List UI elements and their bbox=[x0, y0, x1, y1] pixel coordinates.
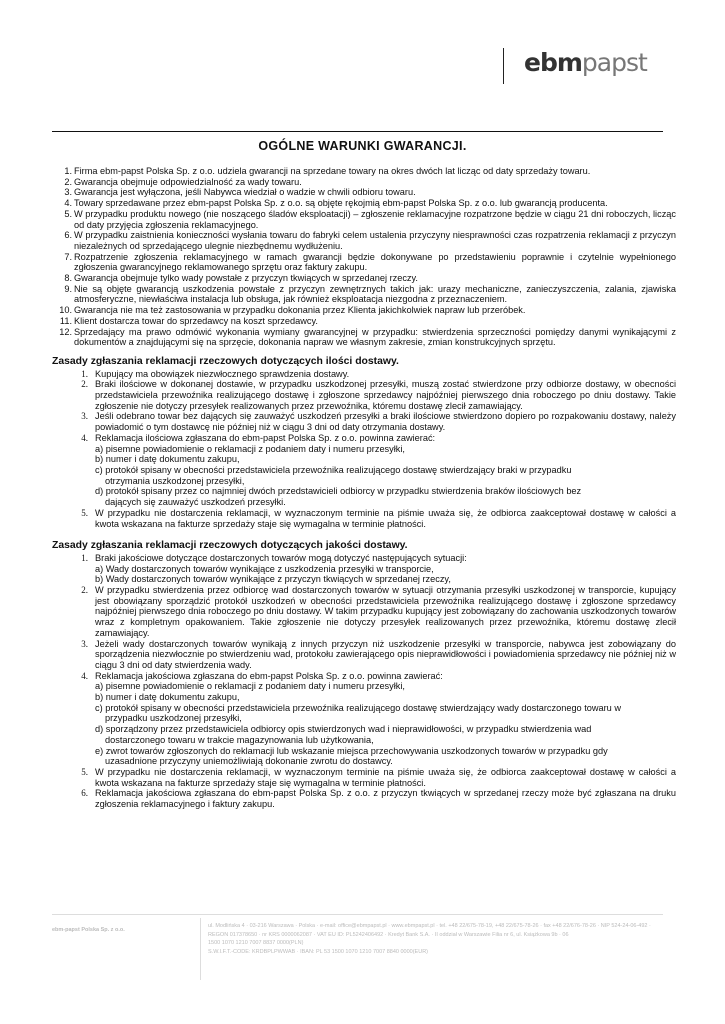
footer-company: ebm-papst Polska Sp. z o.o. bbox=[52, 927, 125, 933]
general-term-item: 8. Gwarancja obejmuje tylko wady powstałe z przyczyn tkwiących w sprzedanej rzeczy. bbox=[64, 273, 418, 284]
section-heading-quantity: Zasady zgłaszania reklamacji rzeczowych dotyczących ilości dostawy. bbox=[52, 355, 399, 367]
footer-rule bbox=[52, 914, 663, 915]
general-term-item: 4. Towary sprzedawane przez ebm-papst Polska Sp. z o.o. są objęte rękojmią ebm-papst Polska Sp. z o.o. lub gwarancją producenta. bbox=[64, 198, 608, 209]
general-term-item: 9. Nie są objęte gwarancją uszkodzenia powstałe z przyczyn zewnętrznych takich jak: urazy mechaniczne, zanieczyszczenia, zalania, zjawiska atmosferyczne, niewłaściwa instalacja lub obsługa, jak również eksploatacja niezgodna z przeznaczeniem. bbox=[64, 283, 676, 305]
list-item: 5. W przypadku nie dostarczenia reklamacji, w wyznaczonym terminie na piśmie uważa się, że odbiorca zaakceptował dostawę w całości a kwota wskazana na fakturze sprzedaży staje się wymagalna w terminie płatności. bbox=[81, 507, 676, 529]
logo-divider bbox=[503, 48, 504, 84]
sub-item: b) Wady dostarczonych towarów wynikające z przyczyn tkwiących w sprzedanej rzeczy, bbox=[95, 574, 451, 585]
footer-line: 1500 1070 1210 7007 8837 0000(PLN) bbox=[208, 940, 304, 946]
general-term-item: 1. Firma ebm-papst Polska Sp. z o.o. udziela gwarancji na sprzedane towary na okres dwóch lat licząc od daty sprzedaży towaru. bbox=[64, 166, 591, 176]
general-term-item: 12. Sprzedający ma prawo odmówić wykonania wymiany gwarancyjnej w przypadku: stwierdzenia sprzeczności pomiędzy danymi wynikającymi z dokumentów a znajdującymi się na sprzęcie, dokonania napraw we własnym zakresie, zmian konstrukcyjnych sprzętu. bbox=[59, 326, 676, 348]
footer-line: S.W.I.F.T.-CODE: KRDBPLPWWAB · IBAN: PL 53 1500 1070 1210 7007 8840 0000(EUR) bbox=[208, 948, 428, 955]
footer-divider bbox=[200, 918, 201, 980]
sub-item-continued: przypadku uszkodzonej przesyłki, bbox=[105, 713, 242, 724]
sub-item: e) zwrot towarów zgłoszonych do reklamacji lub wskazanie miejsca przechowywania uszkodzonych towarów w przypadku gdy bbox=[95, 745, 608, 756]
general-terms-list bbox=[52, 166, 676, 348]
general-term-item: 6. W przypadku zaistnienia konieczności wysłania towaru do fabryki celem ustalenia przyczyny niesprawności czas rozpatrzenia reklamacji z przyczyn niezależnych od sprzedającego ulegnie niezbędnemu wydłużeniu. bbox=[64, 230, 676, 251]
header-rule bbox=[52, 131, 663, 132]
general-term-item: 7. Rozpatrzenie zgłoszenia reklamacyjnego w ramach gwarancji będzie dokonywane po przedstawieniu poprawnie i czytelnie wypełnionego zgłoszenia gwarancyjnego reklamowanego sprzętu oraz faktury zakupu. bbox=[64, 251, 676, 273]
list-item: 1. Kupujący ma obowiązek niezwłocznego sprawdzenia dostawy. bbox=[81, 368, 350, 379]
sub-item: c) protokół spisany w obecności przedstawiciela przewoźnika realizującego dostawę stwierdzający wady dostarczonego towaru w bbox=[95, 702, 621, 713]
footer-line: ul. Modlińska 4 · 03-216 Warszawa · Polska · e-mail: office@ebmpapst.pl · www.ebmpapst.pl · tel. +48 22/675-78-19, +48 22/675-78-26 · fax +48 22/676-78-26 · NIP 524-24-06-492 · REGON 017378650 · nr KRS 0000062087 · VAT EU ID: PL5242406492 · Kredyt Bank S.A. · II oddział w Warszawie Filia nr 6, ul. Książkowa 9b · 06 bbox=[208, 923, 651, 938]
list-item: 4. Reklamacja jakościowa zgłaszana do ebm-papst Polska Sp. z o.o. powinna zawierać: bbox=[81, 670, 443, 681]
general-term-item: 5. W przypadku produktu nowego (nie noszącego śladów eksploatacji) – zgłoszenie reklamacyjne rozpatrzone będzie w ciągu 21 dni roboczych, licząc od daty przyjęcia zgłoszenia reklamacyjnego. bbox=[64, 208, 676, 230]
general-term-item: 10. Gwarancja nie ma też zastosowania w przypadku dokonania przez Klienta jakichkolwiek napraw lub przeróbek. bbox=[59, 305, 526, 316]
footer-contact bbox=[208, 922, 668, 956]
page-title: OGÓLNE WARUNKI GWARANCJI. bbox=[258, 139, 467, 153]
sub-item: b) numer i datę dokumentu zakupu, bbox=[95, 692, 240, 703]
list-item: 6. Reklamacja jakościowa zgłaszana do ebm-papst Polska Sp. z o.o. z przyczyn tkwiących w sprzedanej rzeczy może być zgłaszana na druku zgłoszenia reklamacyjnego i faktury zakupu. bbox=[81, 788, 676, 810]
list-item: 2. W przypadku stwierdzenia przez odbiorcę wad dostarczonych towarów w sytuacji otrzymania przesyłki uszkodzonej w transporcie, kupujący jest obowiązany sporządzić protokół uszkodzeń w obecności przedstawiciela przewoźnika realizującego dostawę i zgłoszone sprzedawcy najpóźniej pierwszego dnia roboczego po dniu dostawy. W takim przypadku kupujący jest zobowiązany do zachowania uszkodzonych towarów wraz z kompletnym opakowaniem. Takie zgłoszenie nie dotyczy przesyłek realizowanych przez przewoźnika, któremu dostawę zlecił zamawiający. bbox=[81, 585, 676, 638]
general-term-item: 2. Gwarancja obejmuje odpowiedzialność za wady towaru. bbox=[64, 176, 302, 187]
ebmpapst-logo: ebmpapst bbox=[524, 48, 647, 77]
sub-item-continued: otrzymania uszkodzonej przesyłki, bbox=[105, 475, 245, 486]
section-heading-quality: Zasady zgłaszania reklamacji rzeczowych dotyczących jakości dostawy. bbox=[52, 540, 408, 552]
general-term-item: 3. Gwarancja jest wyłączona, jeśli Nabywca wiedział o wadzie w chwili odbioru towaru. bbox=[64, 187, 416, 198]
sub-item-continued: dostarczonego towaru w trakcie magazynowania lub użytkowania, bbox=[105, 734, 374, 745]
list-item: 4. Reklamacja ilościowa zgłaszana do ebm-papst Polska Sp. z o.o. powinna zawierać: bbox=[81, 432, 436, 443]
list-item: 3. Jeżeli wady dostarczonych towarów wynikają z innych przyczyn niż uszkodzenie przesyłki w transporcie, nabywca jest zobowiązany do sporządzenia niezwłocznie po stwierdzeniu wad, protokołu zawierającego opis nieprawidłowości i powiadomienia sprzedawcy nie później niż w ciągu 3 dni od daty stwierdzenia wady. bbox=[81, 638, 676, 670]
sub-item: d) sporządzony przez przedstawiciela odbiorcy opis stwierdzonych wad i nieprawidłowości, w przypadku stwierdzenia wad bbox=[95, 724, 592, 735]
general-term-item: 11. Klient dostarcza towar do sprzedawcy na koszt sprzedawcy. bbox=[59, 315, 318, 326]
list-item: 3. Jeśli odebrano towar bez dających się zauważyć uszkodzeń przesyłki a braki ilościowe stwierdzono dopiero po rozpakowaniu dostawy, należy powiadomić o tym dostawcę nie później niż w ciągu 3 dni od daty otrzymania dostawy. bbox=[81, 411, 676, 433]
list-item: 5. W przypadku nie dostarczenia reklamacji, w wyznaczonym terminie na piśmie uważa się, że odbiorca zaakceptował dostawę w całości a kwota wskazana na fakturze sprzedaży staje się wymagalna w terminie płatności. bbox=[81, 766, 676, 788]
sub-item-continued: uzasadnione przyczyny uniemożliwiają dokonanie zwrotu do dostawcy. bbox=[105, 756, 393, 767]
list-item: 2. Braki ilościowe w dokonanej dostawie, w przypadku uszkodzonej przesyłki, muszą zostać stwierdzone przy odbiorze dostawy, w obecności przedstawiciela przewoźnika realizującego dostawę i zgłoszone sprzedawcy najpóźniej pierwszego dnia roboczego po dniu dostawy. Takie zgłoszenie nie dotyczy przesyłek realizowanych przez przewoźnika, któremu dostawę zlecił zamawiający. bbox=[81, 379, 676, 411]
list-item: 1. Braki jakościowe dotyczące dostarczonych towarów mogą dotyczyć następujących sytuacji: bbox=[81, 552, 467, 563]
sub-item: a) pisemne powiadomienie o reklamacji z podaniem daty i numeru przesyłki, bbox=[95, 681, 405, 692]
sub-item: a) Wady dostarczonych towarów wynikające z uszkodzenia przesyłki w transporcie, bbox=[95, 563, 434, 574]
sub-item: d) protokół spisany przez co najmniej dwóch przedstawicieli odbiorcy w przypadku stwierdzenia braków ilościowych bez bbox=[95, 486, 582, 497]
sub-item: b) numer i datę dokumentu zakupu, bbox=[95, 454, 240, 465]
sub-item: a) pisemne powiadomienie o reklamacji z podaniem daty i numeru przesyłki, bbox=[95, 443, 405, 454]
sub-item-continued: dających się zauważyć uszkodzeń przesyłki. bbox=[105, 497, 286, 508]
document-body bbox=[52, 166, 676, 810]
sub-item: c) protokół spisany w obecności przedstawiciela przewoźnika realizującego dostawę stwierdzający braki w przypadku bbox=[95, 464, 572, 475]
